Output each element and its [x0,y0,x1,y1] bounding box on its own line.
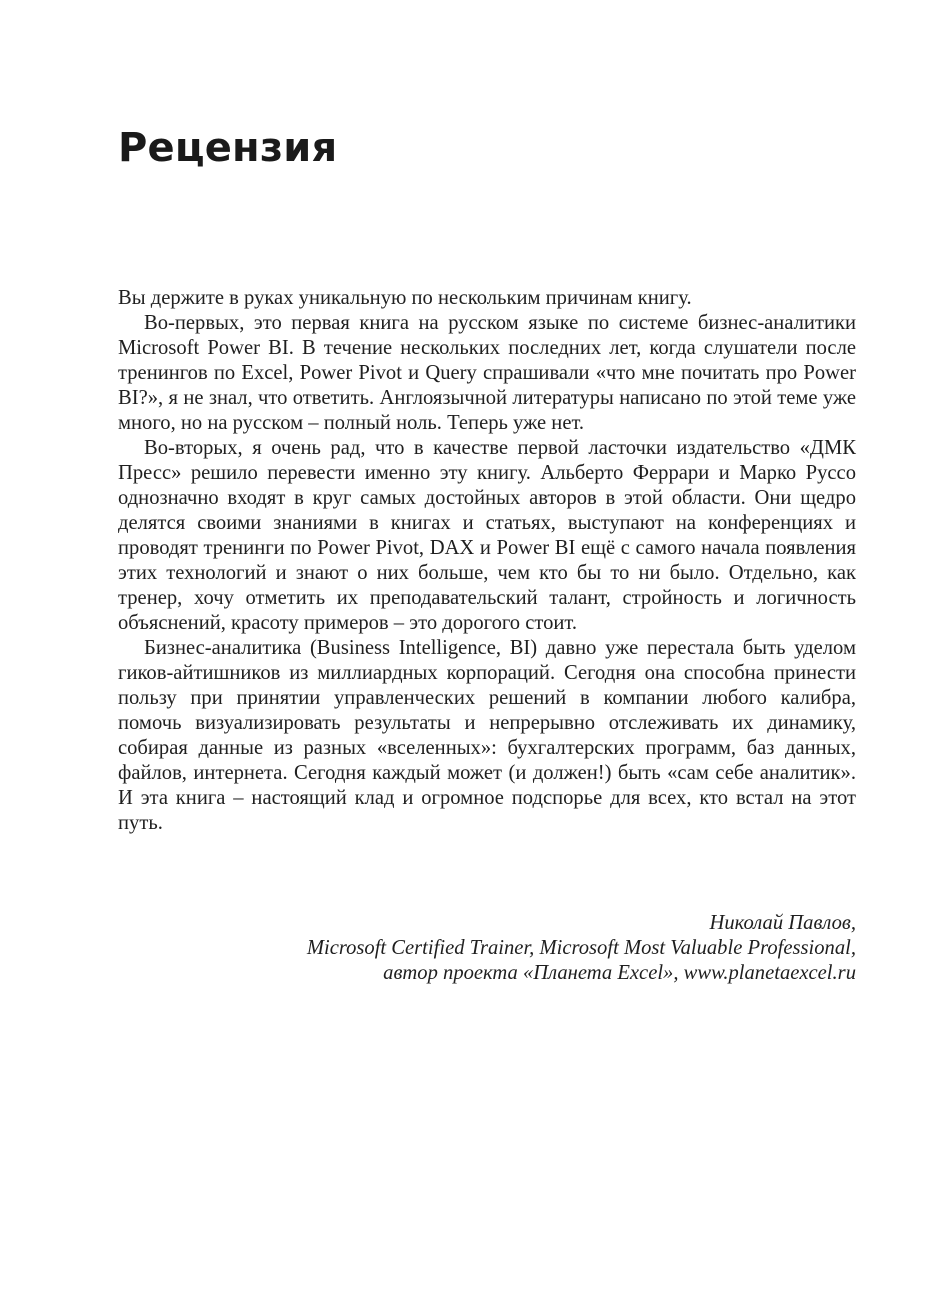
signature-block [118,911,856,986]
signature-project: автор проекта «Планета Excel», www.planetaexcel.ru [383,962,856,984]
paragraph-first-reason: Во-первых, это первая книга на русском языке по системе бизнес-аналитики Microsoft Power BI. В течение нескольких последних лет, когда слушатели после тренингов по Excel, Power Pivot и Query спрашивали «что мне почитать про Power BI?», я не знал, что ответить. Англоязычной литературы написано по этой теме уже много, но на русском – полный ноль. Теперь уже нет. [118,312,856,434]
signature-name: Николай Павлов, [709,912,856,934]
paragraph-intro: Вы держите в руках уникальную по нескольким причинам книгу. [118,287,692,309]
page-title: Рецензия [118,125,338,171]
review-body [118,286,856,836]
paragraph-second-reason: Во-вторых, я очень рад, что в качестве первой ласточки издательство «ДМК Пресс» решило перевести именно эту книгу. Альберто Феррари и Марко Руссо однозначно входят в круг самых достойных авторов в этой области. Они щедро делятся своими знаниями в книгах и статьях, выступают на конференциях и проводят тренинги по Power Pivot, DAX и Power BI ещё с самого начала появления этих технологий и знают о них больше, чем кто бы то ни было. Отдельно, как тренер, хочу отметить их преподавательский талант, стройность и логичность объяснений, красоту примеров – это дорогого стоит. [118,437,856,634]
signature-titles: Microsoft Certified Trainer, Microsoft Most Valuable Professional, [306,937,856,959]
paragraph-business-intelligence: Бизнес-аналитика (Business Intelligence, BI) давно уже перестала быть уделом гиков-айтишников из миллиардных корпораций. Сегодня она способна принести пользу при принятии управленческих решений в компании любого калибра, помочь визуализировать результаты и непрерывно отслеживать их динамику, собирая данные из разных «вселенных»: бухгалтерских программ, баз данных, файлов, интернета. Сегодня каждый может (и должен!) быть «сам себе аналитик». И эта книга – настоящий клад и огромное подспорье для всех, кто встал на этот путь. [118,637,856,834]
